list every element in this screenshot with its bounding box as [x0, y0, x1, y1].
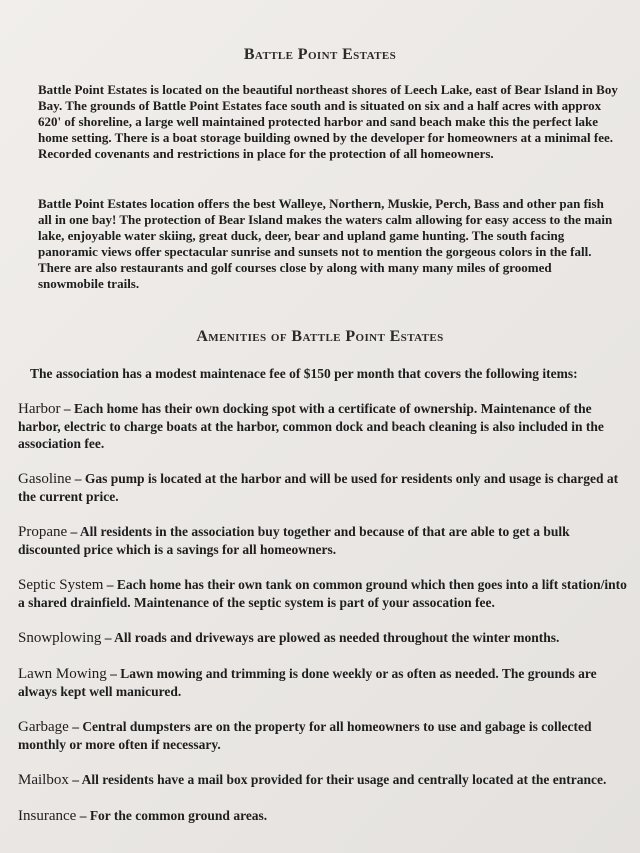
amenities-title: Amenities of Battle Point Estates [196, 328, 444, 345]
document-title: Battle Point Estates [243, 46, 397, 63]
amenity-text: – All residents have a mail box provided for their usage and centrally located at the entrance. [68, 772, 607, 787]
amenity-text: – Gas pump is located at the harbor and will be used for residents only and usage is charged at the current price. [18, 471, 619, 504]
amenity-name: Garbage [18, 719, 69, 735]
amenity-name: Insurance [18, 808, 77, 824]
amenity-name: Mailbox [18, 772, 69, 788]
amenity-name: Propane [18, 524, 68, 540]
amenity-name: Gasoline [18, 471, 72, 487]
amenities-lead: The association has a modest maintenace fee of $150 per month that covers the following items: [30, 366, 578, 381]
intro-paragraph-location: Battle Point Estates is located on the beautiful northeast shores of Leech Lake, east of Bear Island in Boy Bay. The grounds of Battle Point Estates face south and is situated on six and a half acres with approx 620' of shoreline, a large well maintained protected harbor and sand beach make this the perfect lake home setting. There is a boat storage building owned by the developer for homeowners at a minimal fee. Recorded covenants and restrictions in place for the protection of all homeowners. [38, 82, 618, 161]
amenity-snowplowing [18, 629, 634, 647]
amenity-name: Lawn Mowing [18, 666, 107, 682]
amenity-garbage [18, 718, 634, 753]
amenity-text: – Each home has their own tank on common ground which then goes into a lift station/into a shared drainfield. Maintenance of the septic system is part of your assocation fee. [18, 577, 627, 610]
amenity-text: – Central dumpsters are on the property for all homeowners to use and gabage is collected monthly or more often if necessary. [18, 719, 592, 752]
amenity-septic-system [18, 576, 634, 611]
amenity-text: – For the common ground areas. [76, 808, 268, 823]
amenity-mailbox [18, 771, 634, 789]
amenity-propane [18, 523, 634, 558]
amenity-text: – Lawn mowing and trimming is done weekly or as often as needed. The grounds are always kept well manicured. [18, 666, 597, 699]
amenity-name: Septic System [18, 577, 104, 593]
amenity-lawn-mowing [18, 665, 634, 700]
intro-paragraph-recreation: Battle Point Estates location offers the best Walleye, Northern, Muskie, Perch, Bass and other pan fish all in one bay! The protection of Bear Island makes the waters calm allowing for easy access to the main lake, enjoyable water skiing, great duck, deer, bear and upland game hunting. The south facing panoramic views offer spectacular sunrise and sunsets not to mention the gorgeous colors in the fall. There are also restaurants and golf courses close by along with many many miles of groomed snowmobile trails. [38, 196, 613, 291]
amenity-harbor [18, 400, 634, 452]
amenity-text: – All roads and driveways are plowed as needed throughout the winter months. [101, 630, 560, 645]
amenity-gasoline [18, 470, 634, 505]
amenity-name: Snowplowing [18, 630, 102, 646]
amenity-text: – Each home has their own docking spot with a certificate of ownership. Maintenance of the harbor, electric to charge boats at the harbor, common dock and beach cleaning is also included in the association fee. [18, 401, 604, 451]
amenity-insurance [18, 807, 634, 825]
amenities-list [18, 400, 634, 843]
amenity-name: Harbor [18, 401, 61, 417]
amenity-text: – All residents in the association buy together and because of that are able to get a bulk discounted price which is a savings for all homeowners. [18, 524, 570, 557]
